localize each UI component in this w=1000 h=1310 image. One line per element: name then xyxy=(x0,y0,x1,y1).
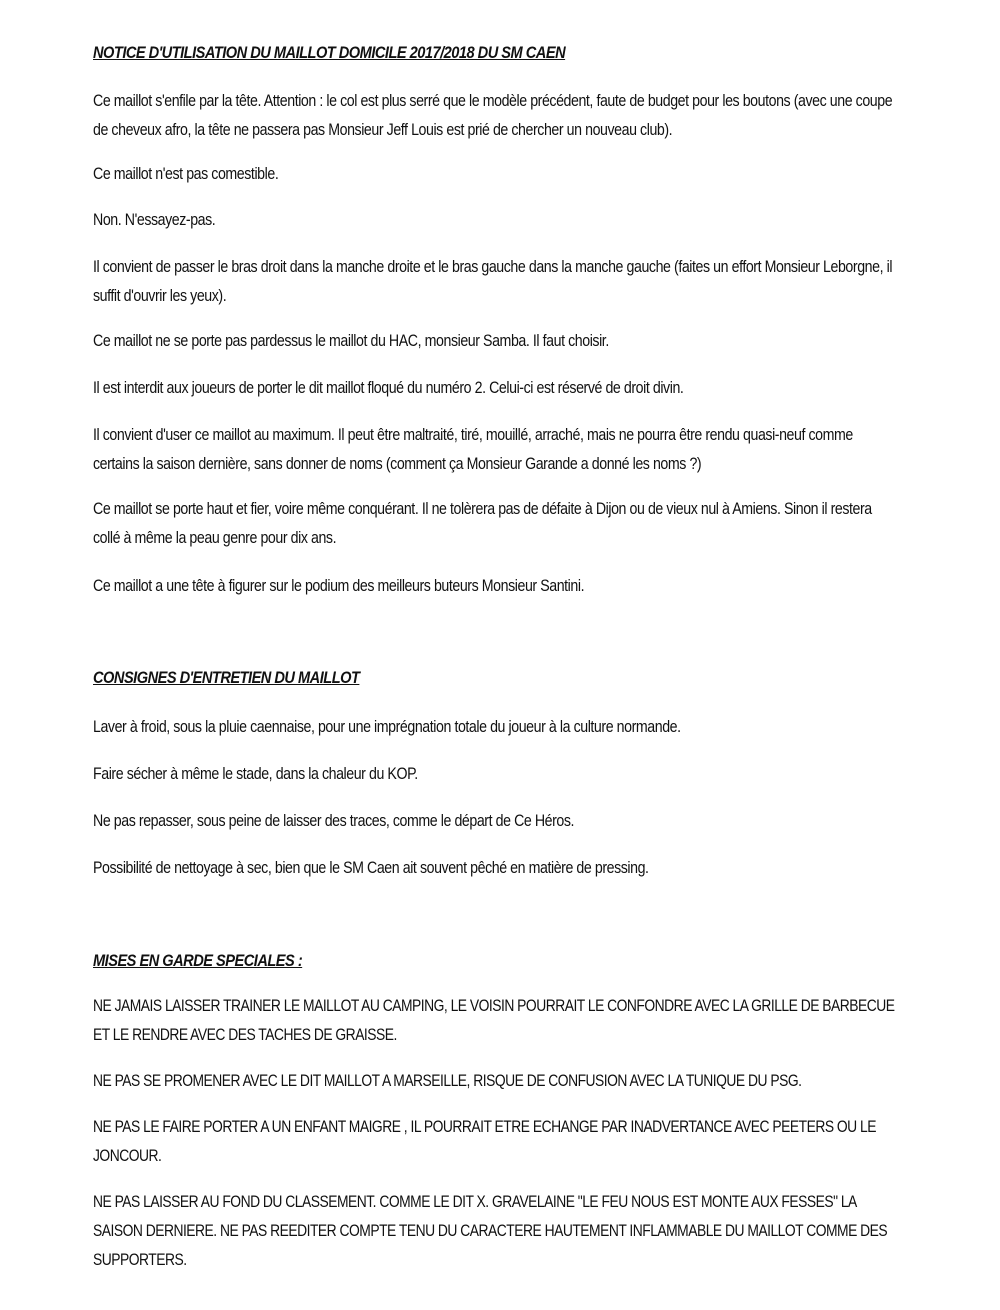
notice-paragraph: Il convient de passer le bras droit dans la manche droite et le bras gauche dans la manche gauche (faites un effort Monsieur Leborgne, il suffit d'ouvrir les yeux). xyxy=(93,258,893,305)
mises-en-garde-paragraph: NE PAS LE FAIRE PORTER A UN ENFANT MAIGRE , IL POURRAIT ETRE ECHANGE PAR INADVERTANCE AVEC PEETERS OU LE JONCOUR. xyxy=(93,1118,876,1165)
notice-section xyxy=(93,42,903,622)
notice-paragraph: Ce maillot ne se porte pas pardessus le maillot du HAC, monsieur Samba. Il faut choisir. xyxy=(93,332,609,350)
notice-paragraph: Ce maillot s'enfile par la tête. Attention : le col est plus serré que le modèle précédent, faute de budget pour les boutons (avec une coupe de cheveux afro, la tête ne passera pas Monsieur Jeff Louis est prié de chercher un nouveau club). xyxy=(93,92,893,139)
entretien-paragraph: Laver à froid, sous la pluie caennaise, pour une imprégnation totale du joueur à la culture normande. xyxy=(93,718,681,736)
mises-en-garde-title: MISES EN GARDE SPECIALES : xyxy=(93,951,303,970)
notice-paragraph: Ce maillot se porte haut et fier, voire même conquérant. Il ne tolèrera pas de défaite à Dijon ou de vieux nul à Amiens. Sinon il restera collé à même la peau genre pour dix ans. xyxy=(93,500,872,547)
entretien-paragraph: Ne pas repasser, sous peine de laisser des traces, comme le départ de Ce Héros. xyxy=(93,812,575,830)
mises-en-garde-paragraph: NE PAS LAISSER AU FOND DU CLASSEMENT. COMME LE DIT X. GRAVELAINE "LE FEU NOUS EST MONTE AUX FESSES" LA SAISON DERNIERE. NE PAS REEDITER COMPTE TENU DU CARACTERE HAUTEMENT INFLAMMABLE DU MAILLOT COMME DES SUPPORTERS. xyxy=(93,1193,888,1269)
mises-en-garde-paragraph: NE PAS SE PROMENER AVEC LE DIT MAILLOT A MARSEILLE, RISQUE DE CONFUSION AVEC LA TUNIQUE DU PSG. xyxy=(93,1072,802,1090)
entretien-title: CONSIGNES D'ENTRETIEN DU MAILLOT xyxy=(93,668,360,687)
entretien-paragraph: Faire sécher à même le stade, dans la chaleur du KOP. xyxy=(93,765,418,783)
notice-title: NOTICE D'UTILISATION DU MAILLOT DOMICILE 2017/2018 DU SM CAEN xyxy=(93,43,566,62)
entretien-paragraph: Possibilité de nettoyage à sec, bien que le SM Caen ait souvent pêché en matière de pressing. xyxy=(93,859,649,877)
notice-paragraph: Ce maillot n'est pas comestible. xyxy=(93,165,279,183)
notice-paragraph: Non. N'essayez-pas. xyxy=(93,211,216,229)
notice-paragraph: Ce maillot a une tête à figurer sur le podium des meilleurs buteurs Monsieur Santini. xyxy=(93,577,585,595)
mises-en-garde-paragraph: NE JAMAIS LAISSER TRAINER LE MAILLOT AU CAMPING, LE VOISIN POURRAIT LE CONFONDRE AVEC LA GRILLE DE BARBECUE ET LE RENDRE AVEC DES TACHES DE GRAISSE. xyxy=(93,997,895,1044)
mises-en-garde-section xyxy=(93,950,903,1290)
notice-paragraph: Il convient d'user ce maillot au maximum. Il peut être maltraité, tiré, mouillé, arraché, mais ne pourra être rendu quasi-neuf comme certains la saison dernière, sans donner de noms (comment ça Monsieur Garande a donné les noms ?) xyxy=(93,426,853,473)
entretien-section xyxy=(93,667,903,887)
notice-paragraph: Il est interdit aux joueurs de porter le dit maillot floqué du numéro 2. Celui-ci est réservé de droit divin. xyxy=(93,379,684,397)
